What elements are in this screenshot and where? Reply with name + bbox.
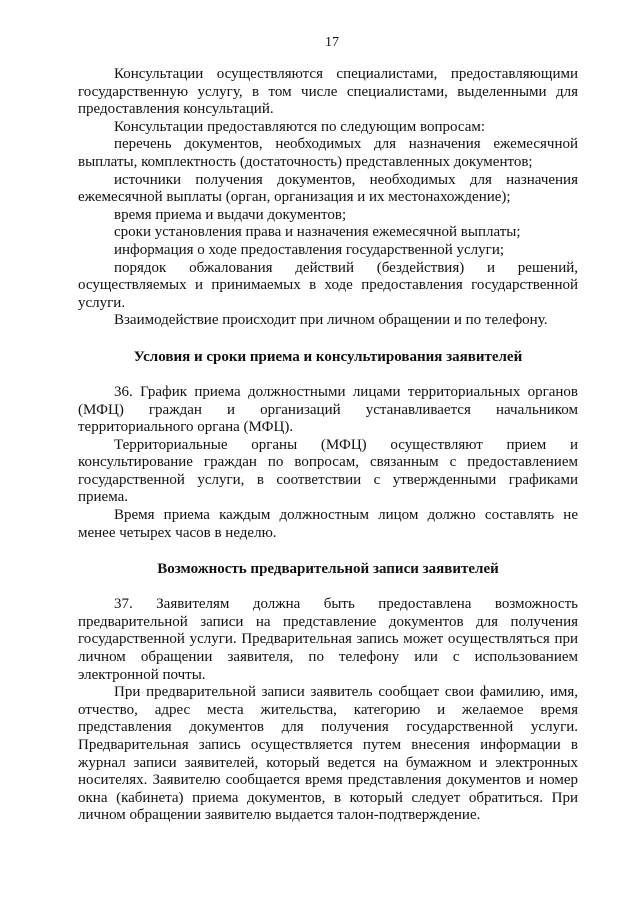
paragraph: 36. График приема должностными лицами территориальных органов (МФЦ) граждан и организаций устанавливается начальником территориального органа (МФЦ). — [78, 383, 578, 436]
paragraph: Консультации осуществляются специалистами, предоставляющими государственную услугу, в том числе специалистами, выделенными для предоставления консультаций. — [78, 66, 578, 118]
list-item: информация о ходе предоставления государственной услуги; — [114, 241, 505, 258]
document-page — [78, 34, 578, 825]
paragraph: 37. Заявителям должна быть предоставлена возможность предварительной записи на представление документов для получения государственной услуги. Предварительная запись может осуществляться при личном обращении заявителя, по телефону или с использованием электронной почты. — [78, 596, 578, 683]
list-item: порядок обжалования действий (бездействия) и решений, осуществляемых и принимаемых в ходе предоставления государственной услуги. — [78, 259, 578, 311]
consultation-section — [78, 66, 578, 330]
reception-section — [78, 384, 578, 542]
paragraph: При предварительной записи заявитель сообщает свои фамилию, имя, отчество, адрес места жительства, категорию и желаемое время представления документов для получения государственной услуги. Предварительная запись осуществляется путем внесения информации в журнал записи заявителей, который ведется на бумажном и электронных носителях. Заявителю сообщается время представления документов и номер окна (кабинета) приема документов, в который следует обратиться. При личном обращении заявителю выдается талон-подтверждение. — [78, 684, 578, 824]
paragraph: Консультации предоставляются по следующим вопросам: — [114, 118, 486, 135]
preliminary-registration-section — [78, 596, 578, 825]
list-item: сроки установления права и назначения ежемесячной выплаты; — [114, 224, 521, 241]
paragraph: Время приема каждым должностным лицом должно составлять не менее четырех часов в неделю. — [78, 507, 578, 541]
list-item: время приема и выдачи документов; — [114, 206, 347, 223]
section-heading-preliminary-registration: Возможность предварительной записи заявителей — [157, 561, 499, 578]
paragraph: Территориальные органы (МФЦ) осуществляют прием и консультирование граждан по вопросам, связанным с предоставлением государственной услуги, в соответствии с утвержденными графиками приема. — [78, 436, 578, 506]
paragraph: Взаимодействие происходит при личном обращении и по телефону. — [114, 312, 548, 329]
list-item: источники получения документов, необходимых для назначения ежемесячной выплаты (орган, организация и их местонахождение); — [78, 171, 578, 206]
section-heading-reception-conditions: Условия и сроки приема и консультирования заявителей — [133, 348, 523, 365]
list-item: перечень документов, необходимых для назначения ежемесячной выплаты, комплектность (достаточность) представленных документов; — [78, 136, 578, 170]
page-number: 17 — [325, 35, 339, 50]
